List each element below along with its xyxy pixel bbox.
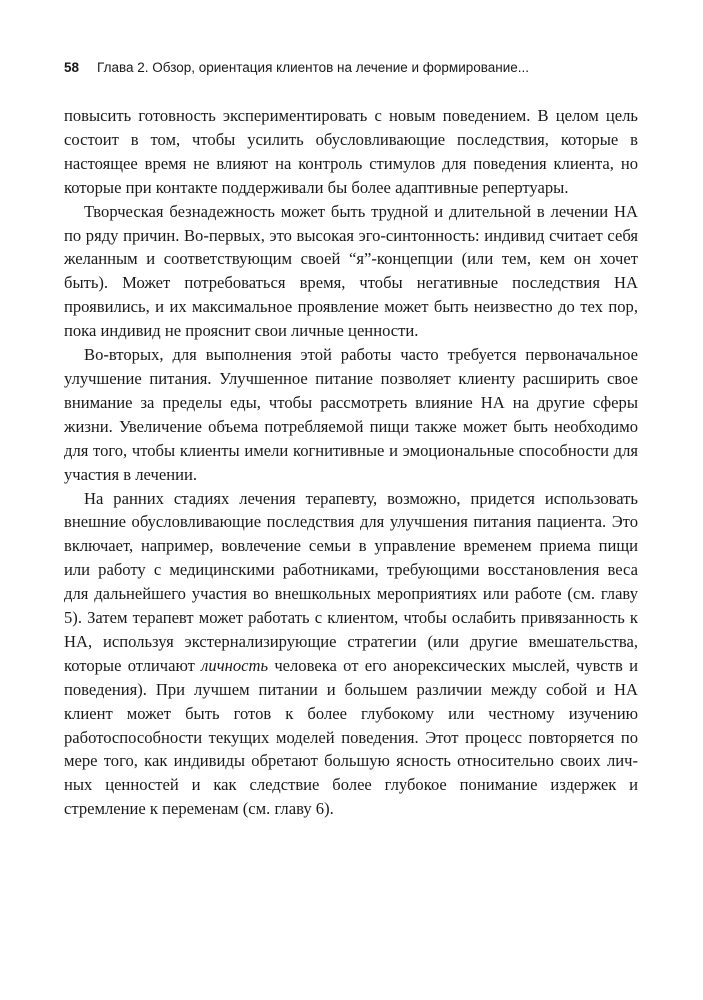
chapter-title: Глава 2. Обзор, ориентация клиентов на лечение и формирование...: [97, 60, 530, 75]
running-header: [64, 58, 638, 78]
paragraph-1: повысить готовность экспериментировать с новым поведением. В целом цель состоит в том, чтобы усилить обусловливающие последствия, которые в настоящее время не влияют на контроль стимулов для поведения клиента, но которые при контакте поддерживали бы более адаптивные репертуары.: [64, 106, 638, 197]
body-text: [64, 104, 638, 821]
book-page: [64, 58, 638, 821]
paragraph-4-text-before: На ранних стадиях лечения терапевту, возможно, придется использовать внешние обусловливающие последствия для улучшения питания пациента. Это включает, например, вовлечение семьи в управление временем приема пищи или работу с медицинскими работниками, требующими восстановления веса для дальнейшего участия во внешкольных мероприятиях или работе (см. главу 5). Затем терапевт может работать с клиентом, чтобы ослабить привязанность к НА, используя экстернализирующие стратегии (или другие вмешательства, которые отличают: [64, 488, 638, 675]
paragraph-4-text-after: человека от его анорексических мыслей, чувств и поведения). При лучшем питании и большем различии между собой и НА клиент может быть готов к более глубокому или честному изучению работоспособности текущих моделей поведения. Этот процесс повторяется по мере того, как индивиды обретают большую ясность относительно своих личных ценностей и как следствие более глубокое понимание издержек и стремление к переменам (см. главу 6).: [64, 655, 639, 819]
paragraph-4: [64, 487, 638, 822]
paragraph-4-italic-word: личность: [201, 655, 269, 675]
paragraph-3: Во-вторых, для выполнения этой работы часто требуется первоначальное улучшение питания. Улучшенное питание позволяет клиенту расширить свое внимание за пределы еды, чтобы рассмотреть влияние НА на другие сферы жизни. Увеличение объема потребляемой пищи также может быть необходимо для того, чтобы клиенты имели когнитивные и эмоциональные способности для участия в лечении.: [64, 345, 638, 484]
paragraph-2: Творческая безнадежность может быть трудной и длительной в лечении НА по ряду причин. Во-первых, это высокая эго-синтонность: индивид считает себя желанным и соответствующим своей “я”-концепции (или тем, кем он хочет быть). Может потребоваться время, чтобы негативные последствия НА проявились, и их максимальное проявление может быть неизвестно до тех пор, пока индивид не прояснит свои личные ценности.: [64, 201, 638, 341]
page-number: 58: [64, 60, 80, 75]
